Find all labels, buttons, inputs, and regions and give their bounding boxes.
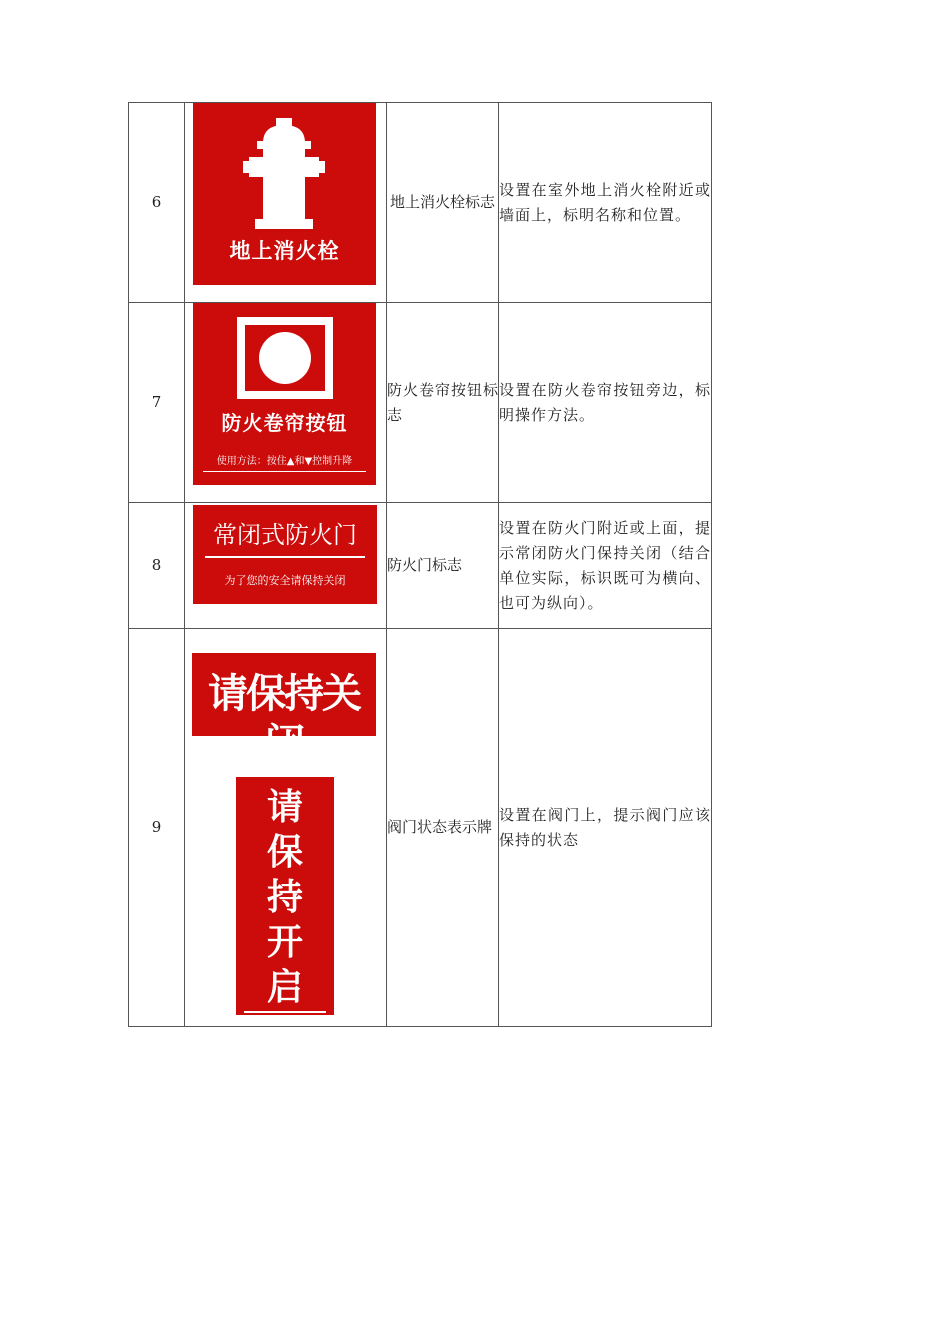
sign-description: 设置在防火卷帘按钮旁边，标明操作方法。	[499, 303, 712, 503]
sign-description: 设置在防火门附近或上面，提示常闭防火门保持关闭（结合单位实际，标识既可为横向、也可为纵向）。	[499, 503, 712, 629]
sign-name: 防火卷帘按钮标志	[387, 303, 499, 503]
sign-caption: 防火卷帘按钮	[221, 411, 348, 435]
sign-image-cell	[185, 103, 387, 303]
sign-image-cell	[185, 629, 387, 1027]
sign-name: 地上消火栓标志	[387, 103, 499, 303]
sign-name: 阀门状态表示牌	[387, 629, 499, 1027]
sign-image-cell	[185, 303, 387, 503]
sign-divider	[203, 471, 366, 472]
sign-subcaption: 使用方法：按住▲和▼控制升降	[216, 456, 353, 467]
sign-description: 设置在阀门上，提示阀门应该保持的状态	[499, 629, 712, 1027]
table-row	[129, 103, 712, 303]
keep-closed-sign	[192, 653, 376, 767]
table-row	[129, 503, 712, 629]
row-number: 7	[129, 303, 185, 503]
fire-door-sign	[193, 505, 377, 604]
hydrant-sign	[193, 103, 376, 285]
row-number: 8	[129, 503, 185, 629]
sign-description: 设置在室外地上消火栓附近或墙面上，标明名称和位置。	[499, 103, 712, 303]
sign-image-cell	[185, 503, 387, 629]
table-row	[129, 303, 712, 503]
sign-name: 防火门标志	[387, 503, 499, 629]
sign-caption: 请保持关闭	[208, 671, 360, 767]
fire-signs-table	[128, 102, 712, 1027]
sign-divider	[205, 556, 365, 558]
sign-divider	[244, 1011, 326, 1013]
sign-caption: 常闭式防火门	[213, 521, 357, 549]
shutter-button-sign	[193, 303, 376, 485]
sign-subcaption: 为了您的安全请保持关闭	[224, 574, 346, 587]
row-number: 6	[129, 103, 185, 303]
sign-caption: 地上消火栓	[229, 239, 340, 263]
sign-caption-vertical: 请保持开启	[267, 787, 304, 1008]
table-row	[129, 629, 712, 1027]
row-number: 9	[129, 629, 185, 1027]
keep-open-sign	[236, 777, 334, 1015]
